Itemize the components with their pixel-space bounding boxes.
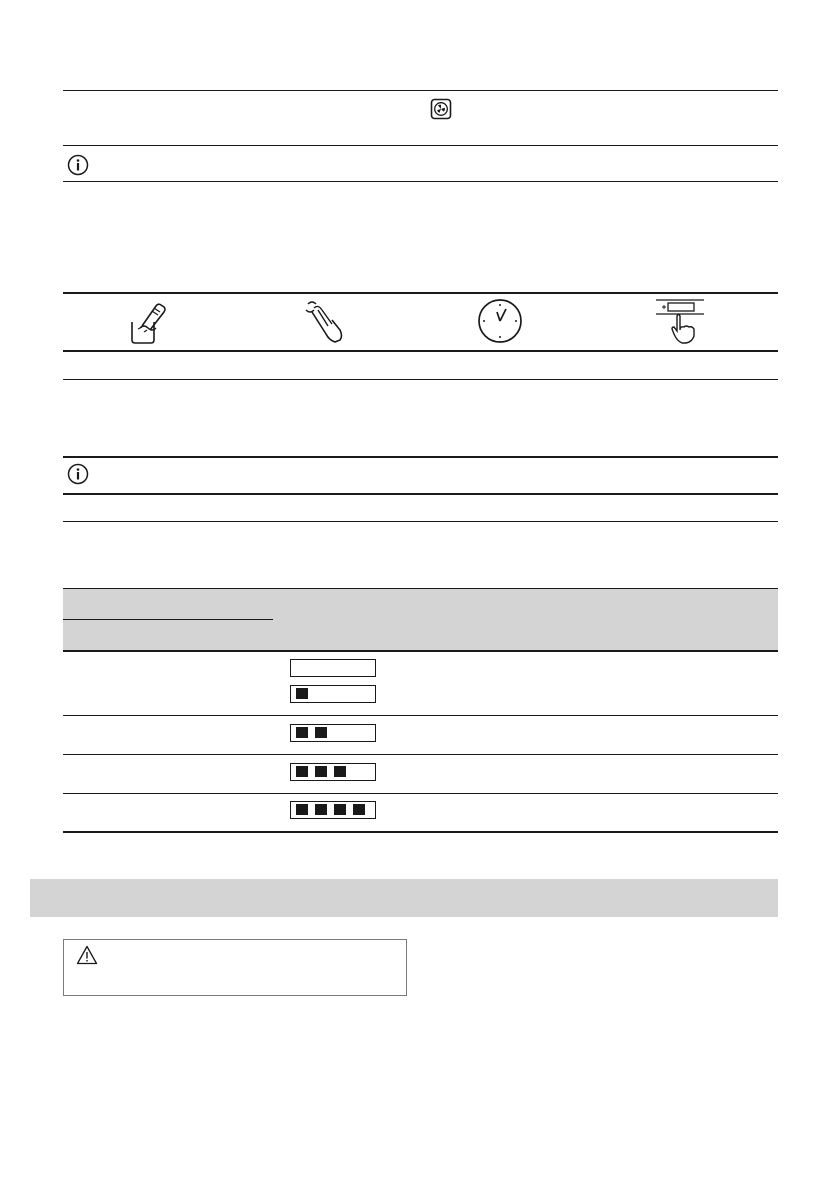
table-row-divider bbox=[63, 715, 778, 716]
hand-wipe-icon bbox=[298, 296, 354, 346]
warning-box bbox=[63, 939, 407, 996]
rule-info-1-top bbox=[63, 145, 778, 146]
rule-info-2-top bbox=[63, 456, 778, 458]
rule-info-2-end bbox=[63, 521, 778, 522]
level-segment bbox=[296, 688, 308, 699]
level-gauge bbox=[290, 763, 376, 781]
rule-care-table-bottom bbox=[63, 379, 778, 380]
finger-press-control-icon bbox=[652, 296, 708, 346]
level-table-header bbox=[63, 588, 778, 651]
level-segment bbox=[353, 804, 365, 815]
fan-symbol-icon bbox=[430, 98, 452, 120]
level-segment bbox=[315, 766, 327, 777]
level-segment bbox=[334, 766, 346, 777]
rule-top bbox=[63, 90, 778, 91]
rule-info-1-bottom bbox=[63, 181, 778, 182]
level-segment bbox=[296, 766, 308, 777]
section-heading-band bbox=[30, 879, 778, 917]
level-segment bbox=[315, 804, 327, 815]
rule-level-table-header-bottom bbox=[63, 650, 778, 652]
table-row-divider bbox=[63, 793, 778, 794]
header-column-rule bbox=[63, 619, 273, 620]
warning-triangle-icon bbox=[76, 945, 98, 965]
level-gauge bbox=[290, 659, 376, 677]
rule-care-table-top bbox=[63, 292, 778, 294]
level-gauge bbox=[290, 724, 376, 742]
level-gauge bbox=[290, 801, 376, 819]
level-segment bbox=[296, 804, 308, 815]
level-gauge bbox=[290, 685, 376, 703]
level-segment bbox=[334, 804, 346, 815]
sponge-bowl-icon bbox=[120, 296, 176, 346]
info-icon bbox=[67, 463, 89, 485]
info-icon bbox=[67, 154, 89, 176]
level-segment bbox=[296, 727, 308, 738]
rule-care-table-mid bbox=[63, 350, 778, 352]
rule-info-2-bottom bbox=[63, 493, 778, 495]
table-row-divider bbox=[63, 754, 778, 755]
clock-icon bbox=[472, 296, 528, 346]
rule-level-table-bottom bbox=[63, 831, 778, 833]
level-segment bbox=[315, 727, 327, 738]
